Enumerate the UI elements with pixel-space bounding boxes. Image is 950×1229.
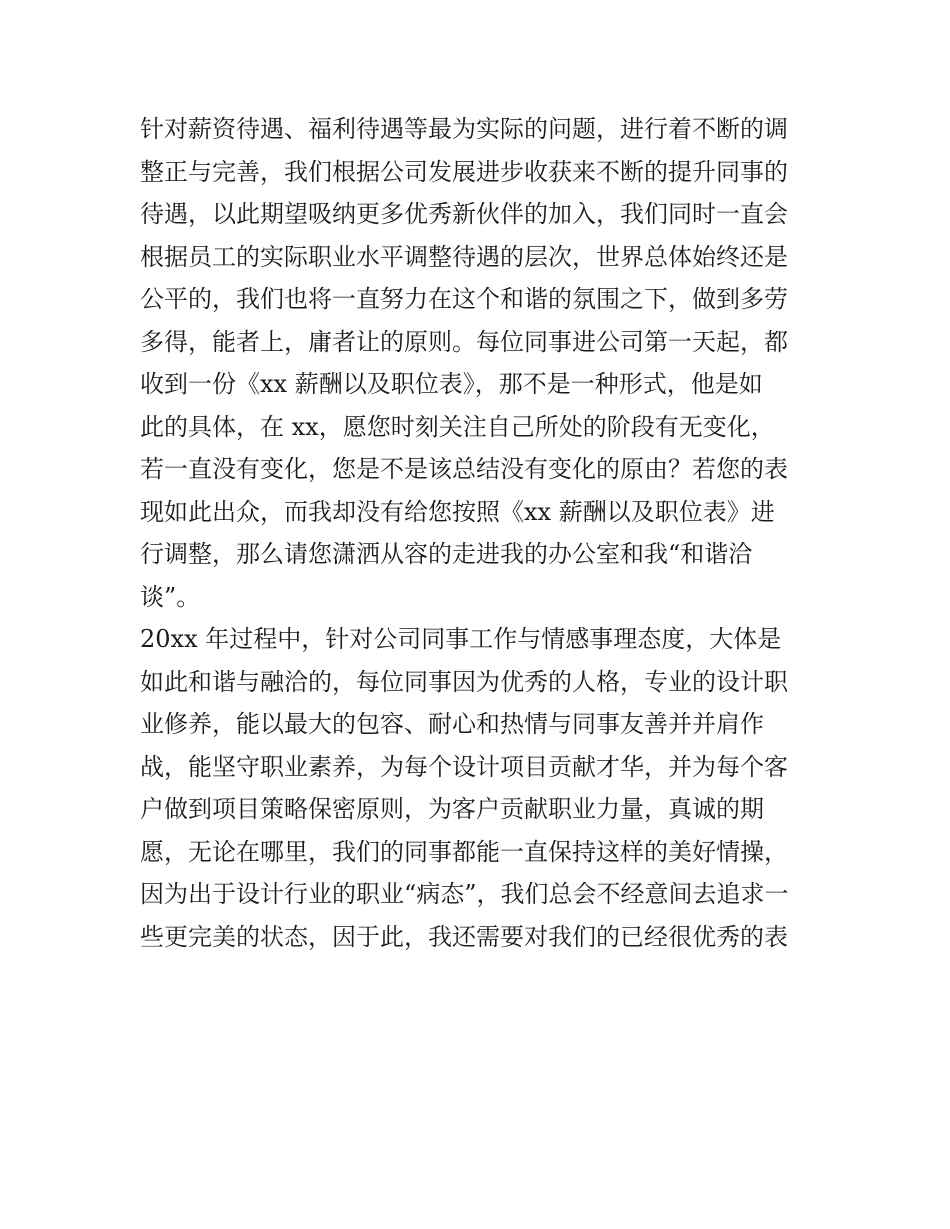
text-line-11: 行调整，那么请您潇洒从容的走进我的办公室和我“和谐洽 bbox=[140, 540, 753, 568]
text-line-8: 此的具体，在 xx，愿您时刻关注自己所处的阶段有无变化， bbox=[140, 412, 775, 441]
text-line-7: 收到一份《xx 薪酬以及职位表》，那不是一种形式，他是如 bbox=[140, 370, 763, 398]
text-line-19: 因为出于设计行业的职业“病态”，我们总会不经意间去追求一 bbox=[140, 880, 789, 908]
text-line-15: 业修养，能以最大的包容、耐心和热情与同事友善并并肩作 bbox=[140, 710, 764, 738]
text-line-18: 愿，无论在哪里，我们的同事都能一直保持这样的美好情操， bbox=[140, 837, 788, 866]
text-line-17: 户做到项目策略保密原则，为客户贡献职业力量，真诚的期 bbox=[140, 795, 764, 823]
text-line-2: 整正与完善，我们根据公司发展进步收获来不断的提升同事的 bbox=[140, 157, 788, 186]
text-line-6: 多得，能者上，庸者让的原则。每位同事进公司第一天起，都 bbox=[140, 327, 788, 356]
body-text bbox=[140, 108, 820, 958]
text-line-9: 若一直没有变化，您是不是该总结没有变化的原由？若您的表 bbox=[140, 455, 788, 483]
text-line-1: 针对薪资待遇、福利待遇等最为实际的问题，进行着不断的调 bbox=[140, 115, 788, 143]
text-line-4: 根据员工的实际职业水平调整待遇的层次，世界总体始终还是 bbox=[140, 242, 788, 271]
text-line-3: 待遇，以此期望吸纳更多优秀新伙伴的加入，我们同时一直会 bbox=[140, 200, 788, 228]
text-line-16: 战，能坚守职业素养，为每个设计项目贡献才华，并为每个客 bbox=[140, 752, 788, 781]
text-line-12: 谈”。 bbox=[140, 582, 201, 611]
text-line-14: 如此和谐与融洽的，每位同事因为优秀的人格，专业的设计职 bbox=[140, 667, 788, 696]
text-line-10: 现如此出众，而我却没有给您按照《xx 薪酬以及职位表》进 bbox=[140, 497, 775, 526]
text-line-20: 些更完美的状态，因于此，我还需要对我们的已经很优秀的表 bbox=[140, 922, 788, 951]
text-line-5: 公平的，我们也将一直努力在这个和谐的氛围之下，做到多劳 bbox=[140, 285, 788, 313]
text-line-13: 20xx 年过程中，针对公司同事工作与情感事理态度，大体是 bbox=[140, 625, 782, 653]
